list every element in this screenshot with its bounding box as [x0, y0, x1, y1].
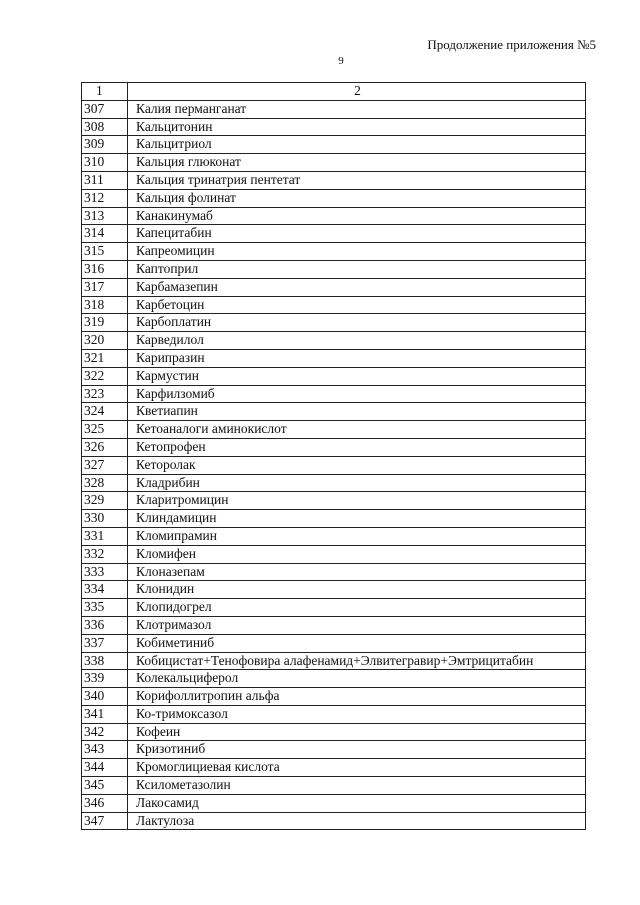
table-row [82, 385, 586, 403]
row-number: 331 [82, 527, 128, 545]
drug-name: Карбоплатин [128, 314, 586, 332]
drug-name: Кобицистат+Тенофовира алафенамид+Элвитегравир+Эмтрицитабин [128, 652, 586, 670]
row-number: 339 [82, 670, 128, 688]
row-number: 333 [82, 563, 128, 581]
table-row [82, 136, 586, 154]
table-row [82, 759, 586, 777]
row-number: 326 [82, 438, 128, 456]
drug-name: Кальция фолинат [128, 189, 586, 207]
table-row [82, 189, 586, 207]
row-number: 325 [82, 421, 128, 439]
drug-name: Капецитабин [128, 225, 586, 243]
drug-name: Карипразин [128, 349, 586, 367]
row-number: 317 [82, 278, 128, 296]
row-number: 343 [82, 741, 128, 759]
row-number: 340 [82, 688, 128, 706]
row-number: 307 [82, 100, 128, 118]
table-row [82, 278, 586, 296]
drug-list-table [81, 82, 586, 830]
row-number: 330 [82, 510, 128, 528]
drug-name: Колекальциферол [128, 670, 586, 688]
table-row [82, 563, 586, 581]
drug-name: Кромоглициевая кислота [128, 759, 586, 777]
drug-name: Калия перманганат [128, 100, 586, 118]
drug-name: Клотримазол [128, 616, 586, 634]
drug-name: Кларитромицин [128, 492, 586, 510]
table-row [82, 581, 586, 599]
drug-name: Кобиметиниб [128, 634, 586, 652]
drug-name: Карбамазепин [128, 278, 586, 296]
row-number: 308 [82, 118, 128, 136]
appendix-continuation-header: Продолжение приложения №5 [427, 37, 596, 52]
drug-name: Клопидогрел [128, 599, 586, 617]
drug-name: Ко-тримоксазол [128, 705, 586, 723]
drug-name: Кладрибин [128, 474, 586, 492]
row-number: 314 [82, 225, 128, 243]
drug-name: Кофеин [128, 723, 586, 741]
row-number: 313 [82, 207, 128, 225]
table-row [82, 207, 586, 225]
table-row [82, 492, 586, 510]
row-number: 310 [82, 154, 128, 172]
drug-name: Кальцитонин [128, 118, 586, 136]
row-number: 322 [82, 367, 128, 385]
table-row [82, 688, 586, 706]
drug-name: Кризотиниб [128, 741, 586, 759]
row-number: 329 [82, 492, 128, 510]
table-row [82, 314, 586, 332]
row-number: 332 [82, 545, 128, 563]
drug-name: Кальция тринатрия пентетат [128, 171, 586, 189]
table-row [82, 154, 586, 172]
table-row [82, 474, 586, 492]
drug-name: Кетопрофен [128, 438, 586, 456]
row-number: 344 [82, 759, 128, 777]
table-row [82, 634, 586, 652]
drug-name: Лакосамид [128, 794, 586, 812]
row-number: 336 [82, 616, 128, 634]
table-row [82, 260, 586, 278]
table-row [82, 456, 586, 474]
table-row [82, 616, 586, 634]
row-number: 311 [82, 171, 128, 189]
drug-name: Корифоллитропин альфа [128, 688, 586, 706]
row-number: 323 [82, 385, 128, 403]
page-number: 9 [338, 55, 344, 67]
table-row [82, 777, 586, 795]
table-row [82, 438, 586, 456]
table-row [82, 403, 586, 421]
drug-name: Карбетоцин [128, 296, 586, 314]
table-row [82, 349, 586, 367]
table-row [82, 812, 586, 830]
table-row [82, 794, 586, 812]
column-header-number: 1 [82, 83, 128, 101]
row-number: 316 [82, 260, 128, 278]
drug-name: Кальция глюконат [128, 154, 586, 172]
drug-name: Кеторолак [128, 456, 586, 474]
row-number: 342 [82, 723, 128, 741]
drug-name: Клонидин [128, 581, 586, 599]
row-number: 312 [82, 189, 128, 207]
drug-name: Кломифен [128, 545, 586, 563]
table-row [82, 741, 586, 759]
drug-name: Ксилометазолин [128, 777, 586, 795]
column-header-name: 2 [128, 83, 586, 101]
drug-name: Кветиапин [128, 403, 586, 421]
drug-name: Клиндамицин [128, 510, 586, 528]
row-number: 309 [82, 136, 128, 154]
drug-name: Канакинумаб [128, 207, 586, 225]
table-row [82, 421, 586, 439]
row-number: 338 [82, 652, 128, 670]
drug-name: Карфилзомиб [128, 385, 586, 403]
table-row [82, 545, 586, 563]
table-row [82, 171, 586, 189]
row-number: 327 [82, 456, 128, 474]
table-header-row [82, 83, 586, 101]
row-number: 341 [82, 705, 128, 723]
row-number: 345 [82, 777, 128, 795]
table-row [82, 225, 586, 243]
table-row [82, 100, 586, 118]
drug-name: Каптоприл [128, 260, 586, 278]
table-row [82, 332, 586, 350]
drug-name: Лактулоза [128, 812, 586, 830]
drug-name: Карведилол [128, 332, 586, 350]
row-number: 335 [82, 599, 128, 617]
row-number: 320 [82, 332, 128, 350]
table-row [82, 527, 586, 545]
drug-name: Кетоаналоги аминокислот [128, 421, 586, 439]
drug-name: Кломипрамин [128, 527, 586, 545]
table-body [82, 100, 586, 830]
row-number: 319 [82, 314, 128, 332]
table-row [82, 118, 586, 136]
row-number: 334 [82, 581, 128, 599]
row-number: 347 [82, 812, 128, 830]
drug-name: Кармустин [128, 367, 586, 385]
table-row [82, 296, 586, 314]
table-row [82, 510, 586, 528]
table-row [82, 243, 586, 261]
table-row [82, 367, 586, 385]
row-number: 337 [82, 634, 128, 652]
row-number: 321 [82, 349, 128, 367]
table-row [82, 652, 586, 670]
row-number: 346 [82, 794, 128, 812]
drug-name: Капреомицин [128, 243, 586, 261]
row-number: 328 [82, 474, 128, 492]
row-number: 324 [82, 403, 128, 421]
row-number: 315 [82, 243, 128, 261]
row-number: 318 [82, 296, 128, 314]
drug-name: Кальцитриол [128, 136, 586, 154]
drug-name: Клоназепам [128, 563, 586, 581]
table-row [82, 670, 586, 688]
table-row [82, 723, 586, 741]
table-row [82, 599, 586, 617]
table-row [82, 705, 586, 723]
